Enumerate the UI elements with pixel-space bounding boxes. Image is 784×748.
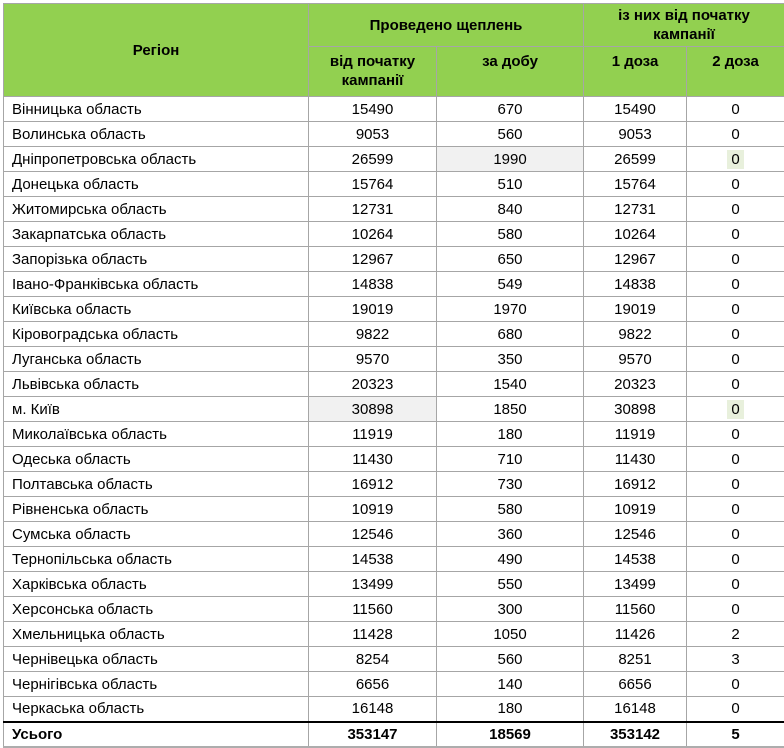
table-row (4, 197, 784, 222)
daily-cell (437, 422, 584, 447)
dose1-cell (584, 122, 687, 147)
total-cell (309, 547, 437, 572)
daily-cell (437, 397, 584, 422)
table-row (4, 247, 784, 272)
cell-value: 360 (497, 526, 522, 543)
cell-value: 0 (731, 176, 739, 193)
region-cell (4, 147, 309, 172)
daily-cell (437, 697, 584, 722)
cell-value: 15490 (614, 101, 656, 118)
cell-value: 30898 (614, 401, 656, 418)
dose2-cell (687, 522, 784, 547)
cell-value: 8251 (618, 651, 651, 668)
total-cell (309, 97, 437, 122)
cell-value: Полтавська область (12, 476, 153, 493)
cell-value: 10919 (614, 501, 656, 518)
cell-value: 1050 (493, 626, 526, 643)
cell-value: 26599 (614, 151, 656, 168)
total-cell (309, 197, 437, 222)
daily-cell (437, 322, 584, 347)
cell-value: 1990 (493, 151, 526, 168)
dose2-cell (687, 222, 784, 247)
daily-cell (437, 247, 584, 272)
cell-value: 680 (497, 326, 522, 343)
cell-value: 0 (731, 601, 739, 618)
total-daily: 18569 (437, 722, 584, 747)
table-row (4, 372, 784, 397)
cell-value: 15764 (614, 176, 656, 193)
dose1-cell (584, 322, 687, 347)
cell-value: 180 (497, 426, 522, 443)
header-sub-daily: за добу (437, 47, 584, 97)
dose2-cell (687, 147, 784, 172)
dose2-cell (687, 197, 784, 222)
table-row (4, 497, 784, 522)
cell-value: 0 (731, 526, 739, 543)
cell-value: 350 (497, 351, 522, 368)
cell-value: 12731 (614, 201, 656, 218)
cell-value: 14838 (614, 276, 656, 293)
dose1-cell (584, 197, 687, 222)
table-row (4, 297, 784, 322)
cell-value: 8254 (356, 651, 389, 668)
cell-value: 12967 (352, 251, 394, 268)
dose2-cell (687, 572, 784, 597)
cell-value: 14538 (352, 551, 394, 568)
cell-value: 6656 (356, 676, 389, 693)
dose1-cell (584, 697, 687, 722)
cell-value: 0 (731, 476, 739, 493)
dose1-cell (584, 522, 687, 547)
cell-value: 560 (497, 651, 522, 668)
dose2-cell (687, 122, 784, 147)
cell-value: Сумська область (12, 526, 131, 543)
dose1-cell (584, 97, 687, 122)
daily-cell (437, 272, 584, 297)
cell-value: 26599 (352, 151, 394, 168)
total-cell (309, 422, 437, 447)
cell-value: 11919 (615, 426, 656, 443)
cell-value: Харківська область (12, 576, 147, 593)
dose2-cell (687, 497, 784, 522)
cell-value: Рівненська область (12, 501, 148, 518)
total-cell (309, 297, 437, 322)
dose1-cell (584, 472, 687, 497)
region-cell (4, 472, 309, 497)
table-row (4, 522, 784, 547)
cell-value: 0 (731, 226, 739, 243)
region-cell (4, 322, 309, 347)
dose1-cell (584, 147, 687, 172)
dose1-cell (584, 372, 687, 397)
cell-value: 30898 (352, 401, 394, 418)
dose1-cell (584, 347, 687, 372)
table-row (4, 172, 784, 197)
dose1-cell (584, 297, 687, 322)
cell-value: 16148 (352, 700, 394, 717)
cell-value: 16148 (614, 700, 656, 717)
total-cell (309, 172, 437, 197)
region-cell (4, 397, 309, 422)
cell-value: 0 (731, 451, 739, 468)
dose2-cell (687, 472, 784, 497)
header-region: Регіон (4, 4, 309, 97)
dose1-cell (584, 572, 687, 597)
dose1-cell (584, 622, 687, 647)
cell-value: 0 (731, 101, 739, 118)
cell-value: 0 (731, 301, 739, 318)
cell-value: 300 (497, 601, 522, 618)
cell-value: 580 (497, 501, 522, 518)
total-cell (309, 372, 437, 397)
region-cell (4, 497, 309, 522)
cell-value: 0 (727, 150, 743, 169)
table-row (4, 697, 784, 722)
cell-value: Закарпатська область (12, 226, 166, 243)
daily-cell (437, 672, 584, 697)
cell-value: 9053 (618, 126, 651, 143)
cell-value: 0 (727, 400, 743, 419)
cell-value: Івано-Франківська область (12, 276, 198, 293)
dose1-cell (584, 672, 687, 697)
cell-value: Волинська область (12, 126, 146, 143)
table-row (4, 97, 784, 122)
cell-value: 0 (731, 201, 739, 218)
header-sub-dose2: 2 доза (687, 47, 784, 97)
region-cell (4, 697, 309, 722)
cell-value: 0 (731, 376, 739, 393)
daily-cell (437, 522, 584, 547)
daily-cell (437, 572, 584, 597)
total-cell (309, 347, 437, 372)
cell-value: 580 (497, 226, 522, 243)
total-cell (309, 122, 437, 147)
cell-value: 0 (731, 251, 739, 268)
region-cell (4, 297, 309, 322)
cell-value: Черкаська область (12, 700, 144, 717)
table-row (4, 447, 784, 472)
cell-value: 840 (497, 201, 522, 218)
cell-value: Вінницька область (12, 101, 142, 118)
total-cell (309, 397, 437, 422)
total-cell (309, 497, 437, 522)
cell-value: 14838 (352, 276, 394, 293)
cell-value: 180 (497, 700, 522, 717)
dose1-cell (584, 497, 687, 522)
region-cell (4, 572, 309, 597)
region-cell (4, 597, 309, 622)
cell-value: Хмельницька область (12, 626, 165, 643)
cell-value: 0 (731, 426, 739, 443)
dose2-cell (687, 372, 784, 397)
total-cell (309, 572, 437, 597)
total-cell (309, 447, 437, 472)
cell-value: 0 (731, 276, 739, 293)
table-row (4, 622, 784, 647)
vaccination-table (3, 3, 784, 748)
table-row (4, 322, 784, 347)
cell-value: Київська область (12, 301, 131, 318)
region-cell (4, 172, 309, 197)
dose1-cell (584, 222, 687, 247)
region-cell (4, 347, 309, 372)
daily-cell (437, 347, 584, 372)
cell-value: 650 (497, 251, 522, 268)
header-row-groups (4, 4, 784, 47)
dose2-cell (687, 547, 784, 572)
total-cell (309, 647, 437, 672)
cell-value: 14538 (614, 551, 656, 568)
total-dose1: 353142 (584, 722, 687, 747)
cell-value: 10264 (352, 226, 394, 243)
region-cell (4, 622, 309, 647)
table-header (4, 4, 784, 97)
daily-cell (437, 122, 584, 147)
region-cell (4, 247, 309, 272)
cell-value: Донецька область (12, 176, 139, 193)
cell-value: 15764 (352, 176, 394, 193)
table-row (4, 472, 784, 497)
cell-value: 11430 (352, 451, 393, 468)
daily-cell (437, 372, 584, 397)
daily-cell (437, 497, 584, 522)
region-cell (4, 122, 309, 147)
region-cell (4, 372, 309, 397)
region-cell (4, 422, 309, 447)
region-cell (4, 197, 309, 222)
total-cell (309, 272, 437, 297)
table-row (4, 397, 784, 422)
dose1-cell (584, 172, 687, 197)
total-cell (309, 472, 437, 497)
table-row (4, 122, 784, 147)
table-row (4, 547, 784, 572)
total-cell (309, 522, 437, 547)
cell-value: 3 (731, 651, 739, 668)
cell-value: 0 (731, 700, 739, 717)
cell-value: 0 (731, 551, 739, 568)
daily-cell (437, 197, 584, 222)
daily-cell (437, 172, 584, 197)
dose2-cell (687, 397, 784, 422)
cell-value: Кіровоградська область (12, 326, 178, 343)
region-cell (4, 97, 309, 122)
daily-cell (437, 147, 584, 172)
cell-value: 9822 (356, 326, 389, 343)
table-row (4, 597, 784, 622)
cell-value: 12967 (614, 251, 656, 268)
cell-value: 11428 (352, 626, 393, 643)
cell-value: 1540 (493, 376, 526, 393)
table-body (4, 97, 784, 722)
cell-value: Чернігівська область (12, 676, 157, 693)
total-cell (309, 697, 437, 722)
dose1-cell (584, 647, 687, 672)
dose2-cell (687, 597, 784, 622)
table-row (4, 147, 784, 172)
dose1-cell (584, 272, 687, 297)
header-group-vaccinations: Проведено щеплень (309, 4, 584, 47)
cell-value: 0 (731, 676, 739, 693)
header-sub-dose1: 1 доза (584, 47, 687, 97)
header-group-campaign: із них від початку кампанії (584, 4, 784, 47)
dose2-cell (687, 322, 784, 347)
cell-value: м. Київ (12, 401, 60, 418)
table-row (4, 672, 784, 697)
cell-value: 0 (731, 501, 739, 518)
dose2-cell (687, 97, 784, 122)
cell-value: 13499 (614, 576, 656, 593)
dose2-cell (687, 422, 784, 447)
cell-value: 0 (731, 351, 739, 368)
cell-value: 10919 (352, 501, 394, 518)
dose1-cell (584, 547, 687, 572)
dose1-cell (584, 397, 687, 422)
cell-value: 20323 (352, 376, 394, 393)
dose2-cell (687, 622, 784, 647)
daily-cell (437, 447, 584, 472)
cell-value: 9570 (356, 351, 389, 368)
cell-value: 140 (497, 676, 522, 693)
dose2-cell (687, 297, 784, 322)
cell-value: 19019 (614, 301, 656, 318)
dose2-cell (687, 447, 784, 472)
dose2-cell (687, 672, 784, 697)
cell-value: Чернівецька область (12, 651, 158, 668)
total-cell (309, 322, 437, 347)
dose2-cell (687, 272, 784, 297)
cell-value: 490 (497, 551, 522, 568)
total-cell (309, 672, 437, 697)
cell-value: 13499 (352, 576, 394, 593)
table-row (4, 347, 784, 372)
cell-value: 19019 (352, 301, 394, 318)
cell-value: 730 (497, 476, 522, 493)
cell-value: 710 (497, 451, 522, 468)
cell-value: 670 (497, 101, 522, 118)
total-cell (309, 247, 437, 272)
cell-value: 11919 (352, 426, 393, 443)
header-sub-since-start: від початку кампанії (309, 47, 437, 97)
cell-value: Львівська область (12, 376, 139, 393)
cell-value: 11426 (615, 626, 656, 643)
cell-value: 11430 (615, 451, 656, 468)
cell-value: 16912 (352, 476, 394, 493)
cell-value: 1850 (493, 401, 526, 418)
cell-value: 549 (497, 276, 522, 293)
total-cell (309, 222, 437, 247)
cell-value: 20323 (614, 376, 656, 393)
cell-value: 16912 (614, 476, 656, 493)
cell-value: 0 (731, 326, 739, 343)
cell-value: 10264 (614, 226, 656, 243)
cell-value: 11560 (352, 601, 393, 618)
daily-cell (437, 647, 584, 672)
total-dose2: 5 (687, 722, 784, 747)
dose2-cell (687, 697, 784, 722)
region-cell (4, 272, 309, 297)
cell-value: 15490 (352, 101, 394, 118)
dose1-cell (584, 597, 687, 622)
dose2-cell (687, 172, 784, 197)
daily-cell (437, 547, 584, 572)
total-label: Усього (4, 722, 309, 747)
region-cell (4, 522, 309, 547)
daily-cell (437, 222, 584, 247)
dose2-cell (687, 647, 784, 672)
total-since-start: 353147 (309, 722, 437, 747)
total-cell (309, 597, 437, 622)
table-row (4, 422, 784, 447)
table-row (4, 572, 784, 597)
cell-value: 12546 (614, 526, 656, 543)
daily-cell (437, 622, 584, 647)
cell-value: 560 (497, 126, 522, 143)
cell-value: 0 (731, 576, 739, 593)
cell-value: 9053 (356, 126, 389, 143)
cell-value: 12731 (352, 201, 394, 218)
region-cell (4, 447, 309, 472)
cell-value: 0 (731, 126, 739, 143)
region-cell (4, 547, 309, 572)
cell-value: 1970 (493, 301, 526, 318)
dose1-cell (584, 422, 687, 447)
cell-value: 2 (731, 626, 739, 643)
cell-value: 9822 (618, 326, 651, 343)
cell-value: 12546 (352, 526, 394, 543)
daily-cell (437, 597, 584, 622)
region-cell (4, 672, 309, 697)
region-cell (4, 222, 309, 247)
cell-value: 6656 (618, 676, 651, 693)
total-cell (309, 147, 437, 172)
cell-value: 550 (497, 576, 522, 593)
cell-value: Миколаївська область (12, 426, 167, 443)
cell-value: Дніпропетровська область (12, 151, 196, 168)
region-cell (4, 647, 309, 672)
table-row (4, 222, 784, 247)
cell-value: Херсонська область (12, 601, 153, 618)
dose2-cell (687, 347, 784, 372)
cell-value: Житомирська область (12, 201, 167, 218)
table-row (4, 647, 784, 672)
dose1-cell (584, 247, 687, 272)
total-cell (309, 622, 437, 647)
daily-cell (437, 297, 584, 322)
cell-value: Запорізька область (12, 251, 147, 268)
daily-cell (437, 97, 584, 122)
table-row (4, 272, 784, 297)
cell-value: 510 (497, 176, 522, 193)
daily-cell (437, 472, 584, 497)
cell-value: 9570 (618, 351, 651, 368)
cell-value: Луганська область (12, 351, 142, 368)
dose2-cell (687, 247, 784, 272)
cell-value: Одеська область (12, 451, 131, 468)
cell-value: 11560 (615, 601, 656, 618)
dose1-cell (584, 447, 687, 472)
cell-value: Тернопільська область (12, 551, 172, 568)
